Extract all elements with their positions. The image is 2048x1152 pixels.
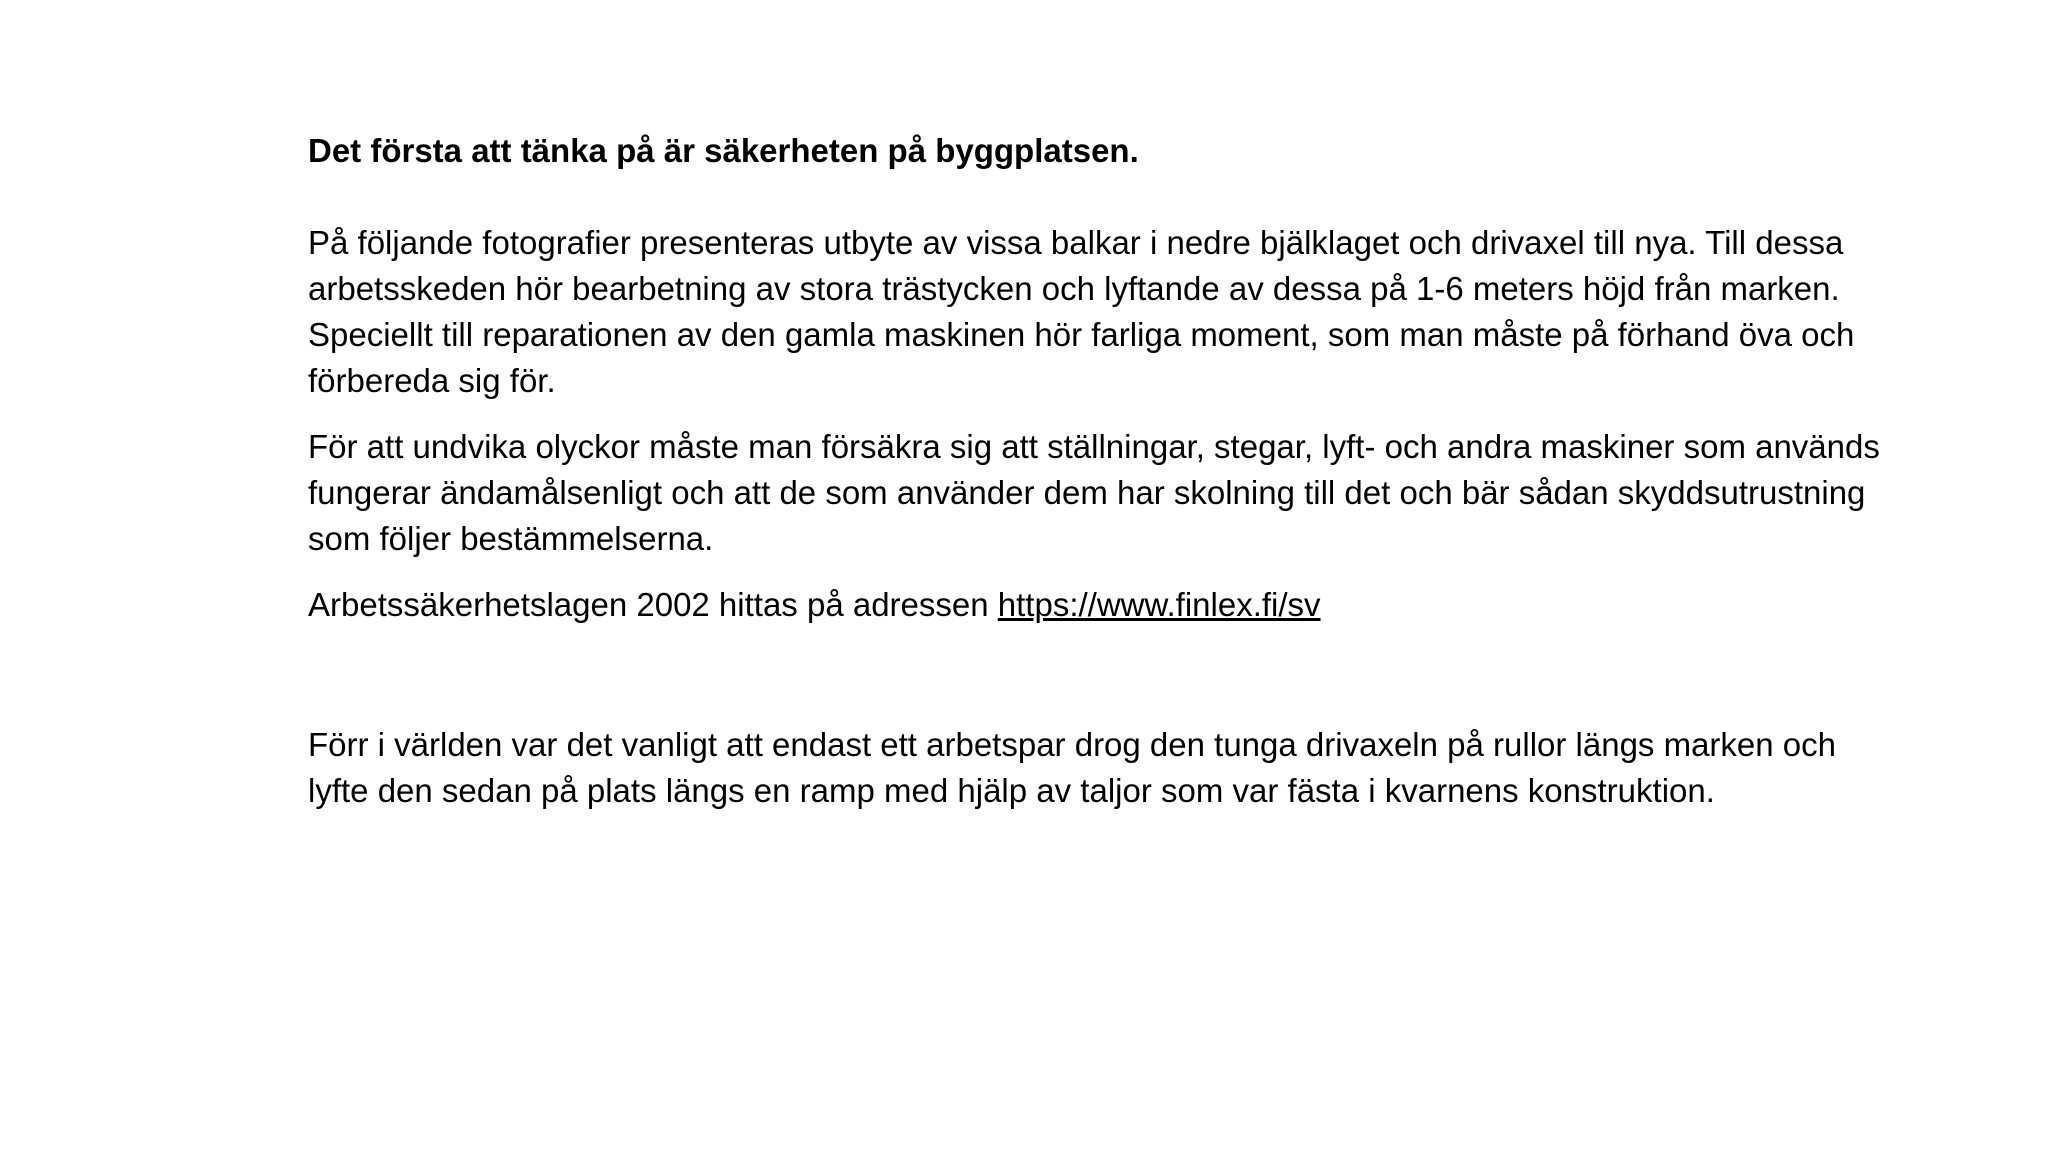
- paragraph-accident-prevention: För att undvika olyckor måste man försäkra sig att ställningar, stegar, lyft- och andra maskiner som används fungerar ändamålsenligt och att de som använder dem har skolning till det och bär sådan skyddsutrustning som följer bestämmelserna.: [308, 428, 1880, 557]
- paragraph-law: [308, 582, 1888, 628]
- paragraph-history: Förr i världen var det vanligt att endast ett arbetspar drog den tunga drivaxeln på rullor längs marken och lyfte den sedan på plats längs en ramp med hjälp av taljor som var fästa i kvarnens konstruktion.: [308, 726, 1837, 809]
- slide-heading: Det första att tänka på är säkerheten på byggplatsen.: [308, 132, 1139, 169]
- slide-content: [308, 128, 1888, 834]
- law-text: Arbetssäkerhetslagen 2002 hittas på adressen: [308, 586, 998, 623]
- finlex-link[interactable]: https://www.finlex.fi/sv: [997, 586, 1321, 623]
- paragraph-photos: På följande fotografier presenteras utbyte av vissa balkar i nedre bjälklaget och drivaxel till nya. Till dessa arbetsskeden hör bearbetning av stora trästycken och lyftande av dessa på 1-6 meters höjd från marken. Speciellt till reparationen av den gamla maskinen hör farliga moment, som man måste på förhand öva och förbereda sig för.: [308, 224, 1855, 399]
